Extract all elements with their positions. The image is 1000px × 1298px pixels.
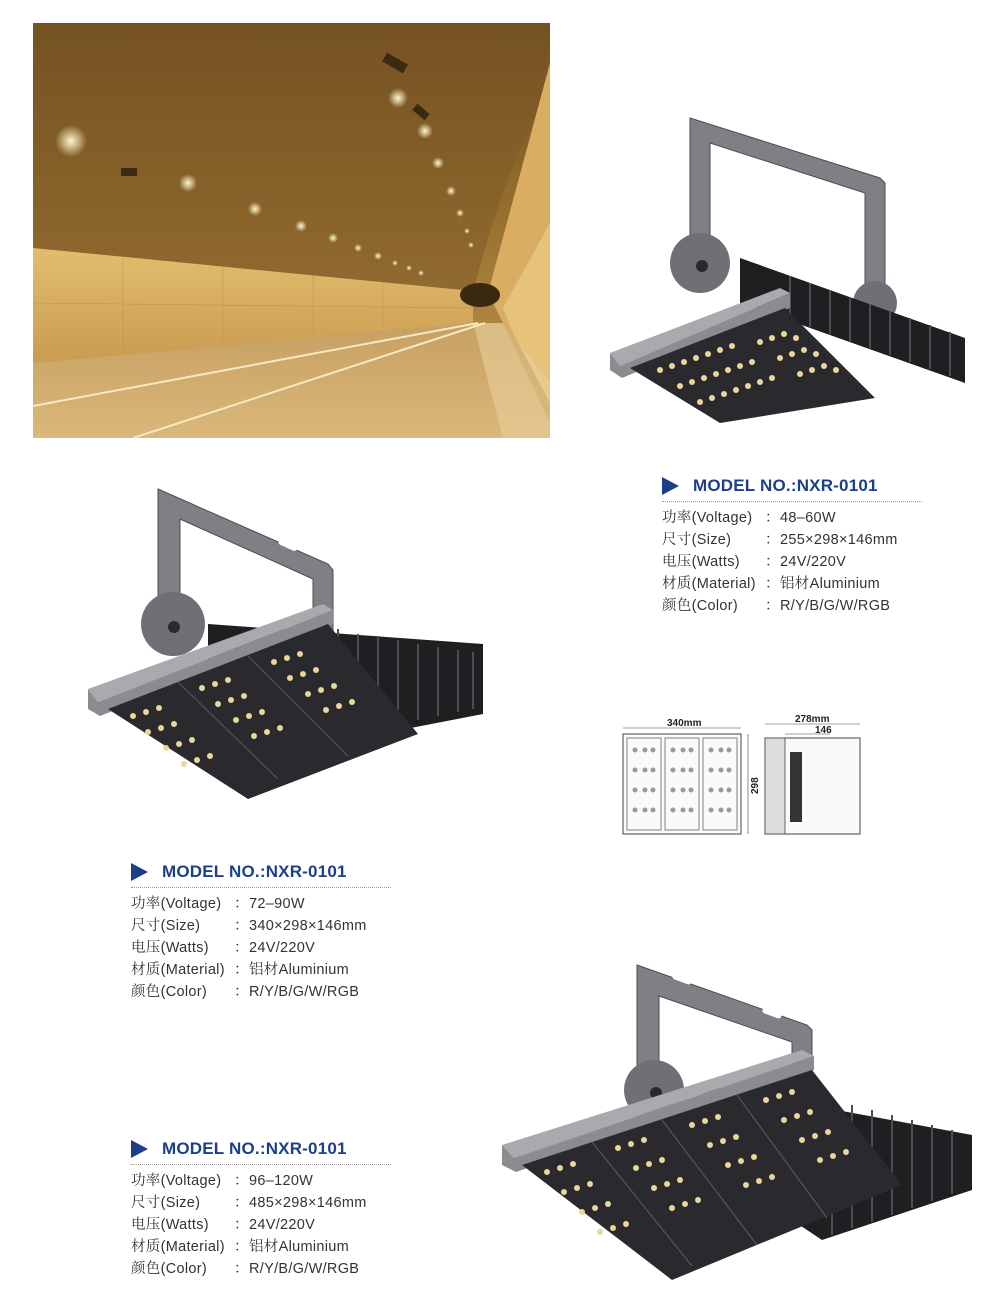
spec-row-size: 尺寸(Size) ： 255×298×146mm — [662, 532, 898, 548]
spec-block-2 — [131, 860, 391, 1003]
spec-row-color: 颜色(Color) ： R/Y/B/G/W/RGB — [131, 984, 360, 1000]
floodlight-60w-image — [610, 108, 970, 428]
divider — [131, 1164, 391, 1165]
model-number: MODEL NO.:NXR-0101 — [162, 862, 347, 881]
triangle-bullet-icon — [662, 477, 679, 495]
spec-row-color: 颜色(Color) ： R/Y/B/G/W/RGB — [662, 598, 891, 614]
spec-row-size: 尺寸(Size) ： 340×298×146mm — [131, 918, 367, 934]
model-line — [131, 1137, 391, 1161]
spec-row-voltage: 功率(Voltage) ： 48–60W — [662, 510, 836, 526]
thickness-label: 146 — [815, 725, 832, 736]
divider — [131, 887, 391, 888]
spec-row-watts: 电压(Watts) ： 24V/220V — [662, 554, 847, 570]
spec-row-voltage: 功率(Voltage) ： 72–90W — [131, 896, 305, 912]
triangle-bullet-icon — [131, 863, 148, 881]
dimension-drawing — [615, 712, 865, 842]
spec-row-watts: 电压(Watts) ： 24V/220V — [131, 1217, 316, 1233]
depth-label: 278mm — [795, 714, 830, 725]
width-label: 340mm — [667, 718, 702, 729]
triangle-bullet-icon — [131, 1140, 148, 1158]
spec-block-1 — [662, 474, 922, 617]
model-number: MODEL NO.:NXR-0101 — [693, 476, 878, 495]
spec-row-material: 材质(Material) ： 铝材Aluminium — [662, 576, 880, 592]
divider — [662, 501, 922, 502]
spec-row-voltage: 功率(Voltage) ： 96–120W — [131, 1173, 314, 1189]
spec-row-color: 颜色(Color) ： R/Y/B/G/W/RGB — [131, 1261, 360, 1277]
spec-row-watts: 电压(Watts) ： 24V/220V — [131, 940, 316, 956]
height-label: 298 — [750, 777, 761, 794]
model-line — [131, 860, 391, 884]
floodlight-90w-image — [88, 484, 488, 804]
spec-row-material: 材质(Material) ： 铝材Aluminium — [131, 1239, 349, 1255]
spec-block-3 — [131, 1137, 391, 1280]
model-number: MODEL NO.:NXR-0101 — [162, 1139, 347, 1158]
floodlight-120w-image — [502, 960, 974, 1290]
model-line — [662, 474, 922, 498]
tunnel-photo — [33, 23, 550, 438]
spec-row-material: 材质(Material) ： 铝材Aluminium — [131, 962, 349, 978]
spec-row-size: 尺寸(Size) ： 485×298×146mm — [131, 1195, 367, 1211]
